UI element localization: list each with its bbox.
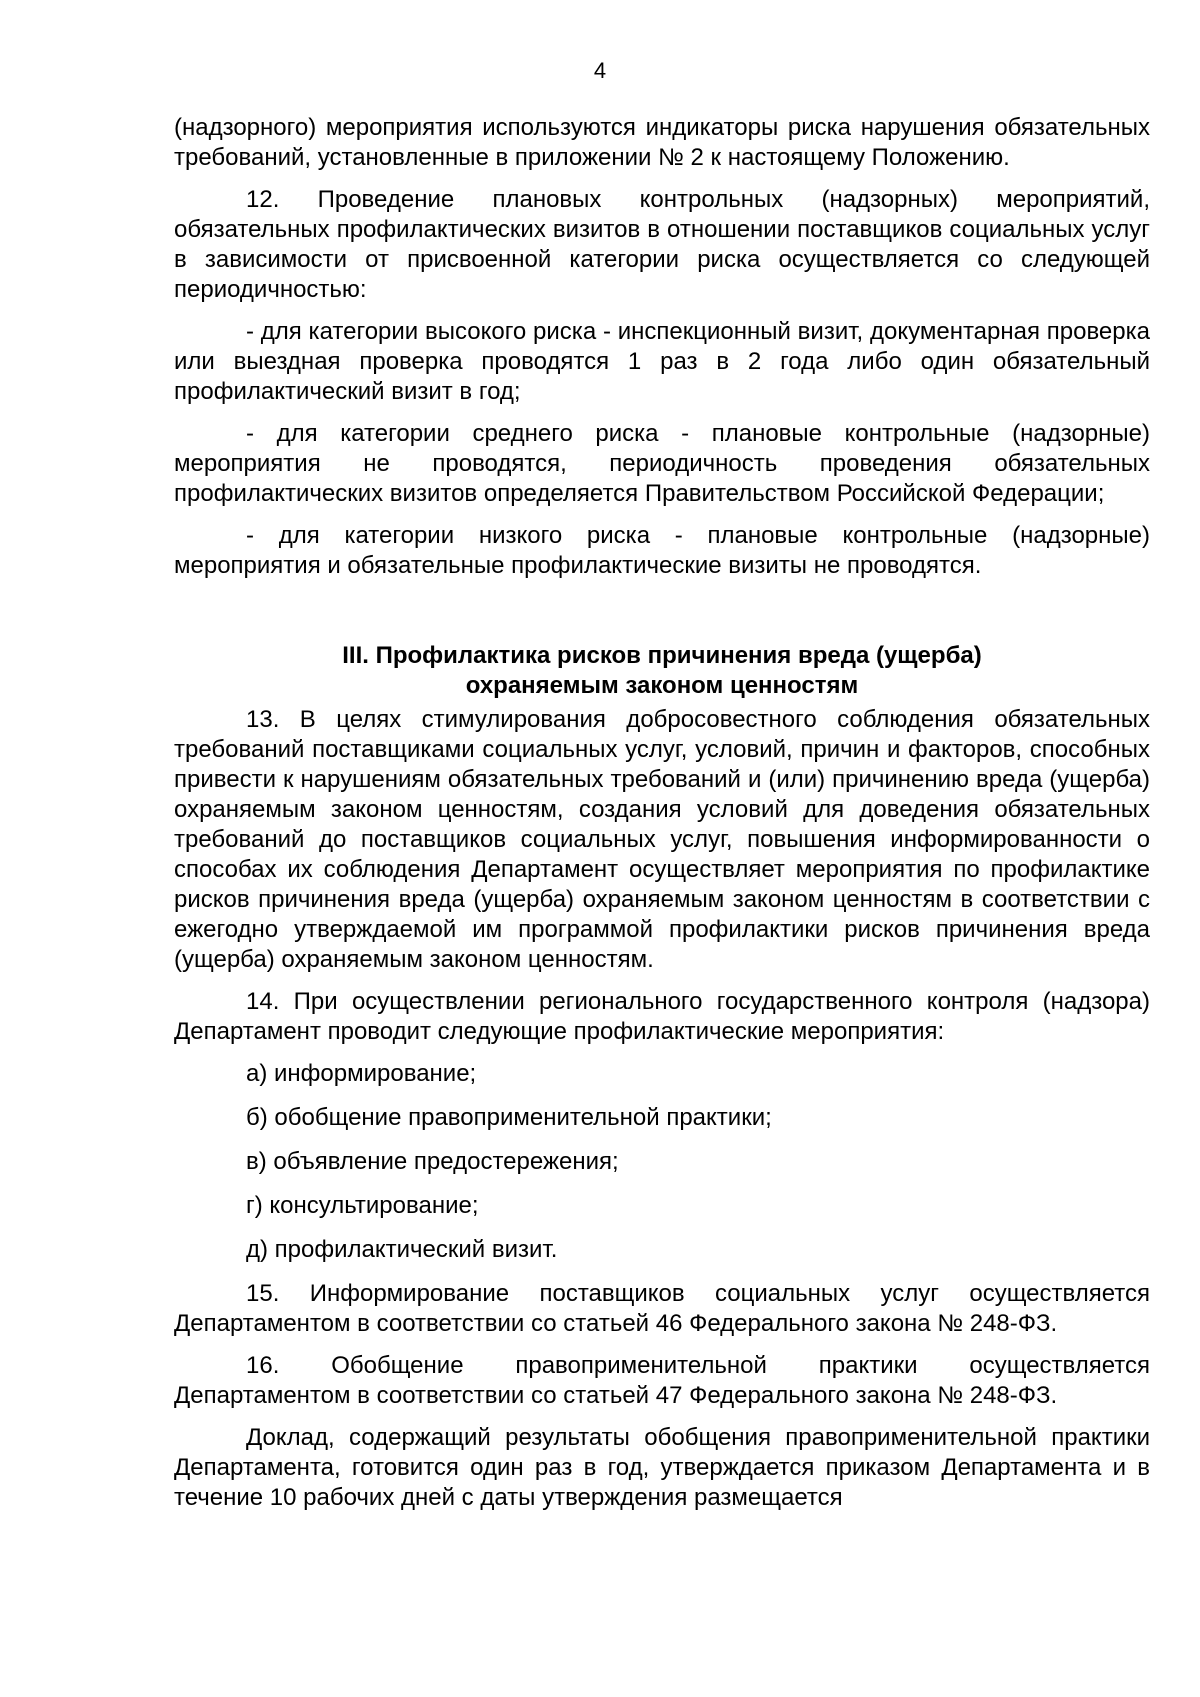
- document-body: [174, 113, 1150, 1525]
- list-item-b: б) обобщение правоприменительной практики;: [246, 1104, 772, 1131]
- section-heading-line-1: III. Профилактика рисков причинения вреда (ущерба): [342, 642, 982, 669]
- paragraph-13: 13. В целях стимулирования добросовестного соблюдения обязательных требований поставщиками социальных услуг, условий, причин и факторов, способных привести к нарушениям обязательных требований и (или) причинению вреда (ущерба) охраняемым законом ценностям, создания условий для доведения обязательных требований до поставщиков социальных услуг, повышения информированности о способах их соблюдения Департамент осуществляет мероприятия по профилактике рисков причинения вреда (ущерба) охраняемым законом ценностям в соответствии с ежегодно утверждаемой им программой профилактики рисков причинения вреда (ущерба) охраняемым законом ценностям.: [174, 706, 1150, 973]
- paragraph-15: 15. Информирование поставщиков социальных услуг осуществляется Департаментом в соответствии со статьей 46 Федерального закона № 248-ФЗ.: [174, 1280, 1150, 1337]
- paragraph-12: 12. Проведение плановых контрольных (надзорных) мероприятий, обязательных профилактических визитов в отношении поставщиков социальных услуг в зависимости от присвоенной категории риска осуществляется со следующей периодичностью:: [174, 186, 1150, 303]
- section-heading-line-2: охраняемым законом ценностям: [465, 672, 859, 699]
- page-number: 4: [593, 58, 607, 83]
- list-item-a: а) информирование;: [246, 1060, 477, 1087]
- paragraph-low-risk: - для категории низкого риска - плановые контрольные (надзорные) мероприятия и обязательные профилактические визиты не проводятся.: [174, 522, 1150, 579]
- paragraph-16: 16. Обобщение правоприменительной практики осуществляется Департаментом в соответствии со статьей 47 Федерального закона № 248-ФЗ.: [174, 1352, 1150, 1409]
- list-item-d: д) профилактический визит.: [246, 1236, 558, 1263]
- paragraph-continuation: (надзорного) мероприятия используются индикаторы риска нарушения обязательных требований, установленные в приложении № 2 к настоящему Положению.: [174, 114, 1150, 171]
- paragraph-14: 14. При осуществлении регионального государственного контроля (надзора) Департамент проводит следующие профилактические мероприятия:: [174, 988, 1150, 1045]
- list-item-v: в) объявление предостережения;: [246, 1148, 619, 1175]
- section-heading: [174, 641, 1150, 701]
- paragraph-medium-risk: - для категории среднего риска - плановые контрольные (надзорные) мероприятия не проводятся, периодичность проведения обязательных профилактических визитов определяется Правительством Российской Федерации;: [174, 420, 1150, 507]
- list-item-g: г) консультирование;: [246, 1192, 479, 1219]
- paragraph-report: Доклад, содержащий результаты обобщения правоприменительной практики Департамента, готовится один раз в год, утверждается приказом Департамента и в течение 10 рабочих дней с даты утверждения размещается: [174, 1424, 1150, 1511]
- paragraph-high-risk: - для категории высокого риска - инспекционный визит, документарная проверка или выездная проверка проводятся 1 раз в 2 года либо один обязательный профилактический визит в год;: [174, 318, 1150, 405]
